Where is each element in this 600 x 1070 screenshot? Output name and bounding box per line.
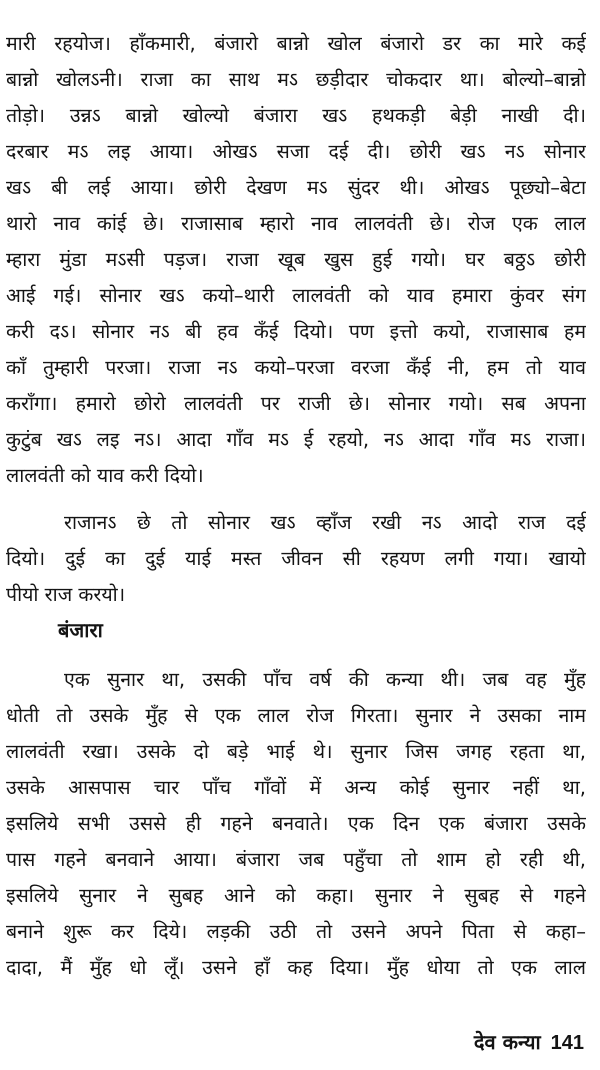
text-line: खऽ बी लई आया। छोरी देखण मऽ सुंदर थी। ओखऽ पूछ्यो–बेटा — [6, 176, 586, 199]
section-heading: बंजारा — [58, 618, 103, 642]
text-line: कराँगा। हमारो छोरो लालवंती पर राजी छे। सोनार गयो। सब अपना — [6, 392, 586, 415]
text-line: दादा, मैं मुँह धो लूँ। उसने हाँ कह दिया। मुँह धोया तो एक लाल — [6, 956, 586, 979]
text-line: म्हारा मुंडा मऽसी पड़ज। राजा खूब खुस हुई गयो। घर बठ्ठऽ छोरी — [6, 248, 586, 271]
text-line: बनाने शुरू कर दिये। लड़की उठी तो उसने अपने पिता से कहा– — [6, 920, 586, 943]
text-line: इसलिये सभी उससे ही गहने बनवाते। एक दिन एक बंजारा उसके — [6, 812, 586, 835]
text-line: एक सुनार था, उसकी पाँच वर्ष की कन्या थी। जब वह मुँह — [64, 668, 586, 691]
text-line: थारो नाव कांई छे। राजासाब म्हारो नाव लालवंती छे। रोज एक लाल — [6, 212, 586, 235]
text-line: मारी रहयोज। हाँकमारी, बंजारो बान्नो खोल बंजारो डर का मारे कई — [6, 32, 586, 55]
text-line: बान्नो खोलऽनी। राजा का साथ मऽ छड़ीदार चोकदार था। बोल्यो–बान्नो — [6, 68, 586, 91]
text-line: तोड़ो। उन्नऽ बान्नो खोल्यो बंजारा खऽ हथकड़ी बेड़ी नाखी दी। — [6, 104, 586, 127]
text-line: राजानऽ छे तो सोनार खऽ व्हाँज रखी नऽ आदो राज दई — [64, 511, 586, 534]
page-number: 141 — [550, 1032, 584, 1054]
text-line: धोती तो उसके मुँह से एक लाल रोज गिरता। सुनार ने उसका नाम — [6, 704, 586, 727]
text-line: दियो। दुई का दुई याई मस्त जीवन सी रहयण लगी गया। खायो — [6, 547, 586, 570]
text-line: आई गई। सोनार खऽ कयो–थारी लालवंती को याव हमारा कुंवर संग — [6, 284, 586, 307]
text-line: दरबार मऽ लइ आया। ओखऽ सजा दई दी। छोरी खऽ नऽ सोनार — [6, 140, 586, 163]
text-line: कुटुंब खऽ लइ नऽ। आदा गाँव मऽ ई रहयो, नऽ आदा गाँव मऽ राजा। — [6, 428, 586, 451]
text-line: करी दऽ। सोनार नऽ बी हव कँई दियो। पण इत्तो कयो, राजासाब हम — [6, 320, 586, 343]
book-title: देव कन्या — [473, 1030, 541, 1054]
text-line: इसलिये सुनार ने सुबह आने को कहा। सुनार ने सुबह से गहने — [6, 884, 586, 907]
text-line: पीयो राज करयो। — [6, 583, 126, 606]
text-line: लालवंती को याव करी दियो। — [6, 464, 204, 487]
page-footer — [474, 1027, 584, 1058]
text-line: उसके आसपास चार पाँच गाँवों में अन्य कोई सुनार नहीं था, — [6, 776, 586, 799]
text-line: काँ तुम्हारी परजा। राजा नऽ कयो–परजा वरजा कँई नी, हम तो याव — [6, 356, 586, 379]
text-line: लालवंती रखा। उसके दो बड़े भाई थे। सुनार जिस जगह रहता था, — [6, 740, 586, 763]
text-line: पास गहने बनवाने आया। बंजारा जब पहुँचा तो शाम हो रही थी, — [6, 848, 586, 871]
